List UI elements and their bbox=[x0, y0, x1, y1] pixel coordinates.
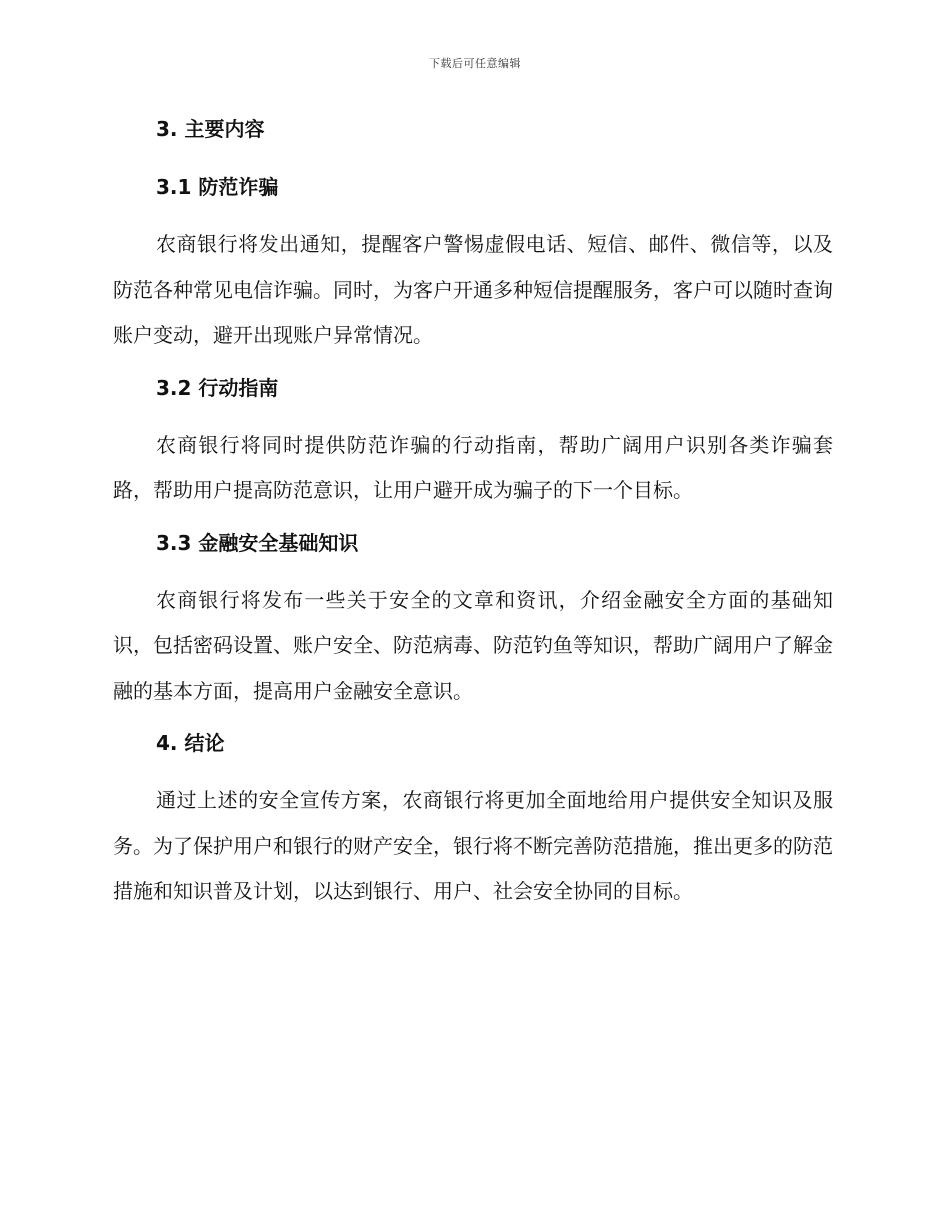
paragraph-financial-security: 农商银行将发布一些关于安全的文章和资讯，介绍金融安全方面的基础知识，包括密码设置、账户安全、防范病毒、防范钓鱼等知识，帮助广阔用户了解金融的基本方面，提高用户金融安全意识。 bbox=[113, 587, 833, 703]
paragraph-conclusion: 通过上述的安全宣传方案，农商银行将更加全面地给用户提供安全知识及服务。为了保护用户和银行的财产安全，银行将不断完善防范措施，推出更多的防范措施和知识普及计划，以达到银行、用户、社会安全协同的目标。 bbox=[113, 788, 833, 903]
section-heading-conclusion: 4. 结论 bbox=[156, 731, 225, 755]
section-heading-financial-security: 3.3 金融安全基础知识 bbox=[156, 530, 359, 555]
document-body bbox=[113, 110, 833, 915]
paragraph-action-guide: 农商银行将同时提供防范诈骗的行动指南，帮助广阔用户识别各类诈骗套路，帮助用户提高防范意识，让用户避开成为骗子的下一个目标。 bbox=[113, 432, 833, 502]
paragraph-fraud-prevention: 农商银行将发出通知，提醒客户警惕虚假电话、短信、邮件、微信等，以及防范各种常见电信诈骗。同时，为客户开通多种短信提醒服务，客户可以随时查询账户变动，避开出现账户异常情况。 bbox=[113, 232, 833, 347]
section-heading-fraud-prevention: 3.1 防范诈骗 bbox=[156, 175, 279, 199]
section-heading-action-guide: 3.2 行动指南 bbox=[156, 375, 279, 400]
section-heading-main-content: 3. 主要内容 bbox=[156, 117, 265, 141]
page-header-note: 下载后可任意编辑 bbox=[429, 57, 521, 70]
